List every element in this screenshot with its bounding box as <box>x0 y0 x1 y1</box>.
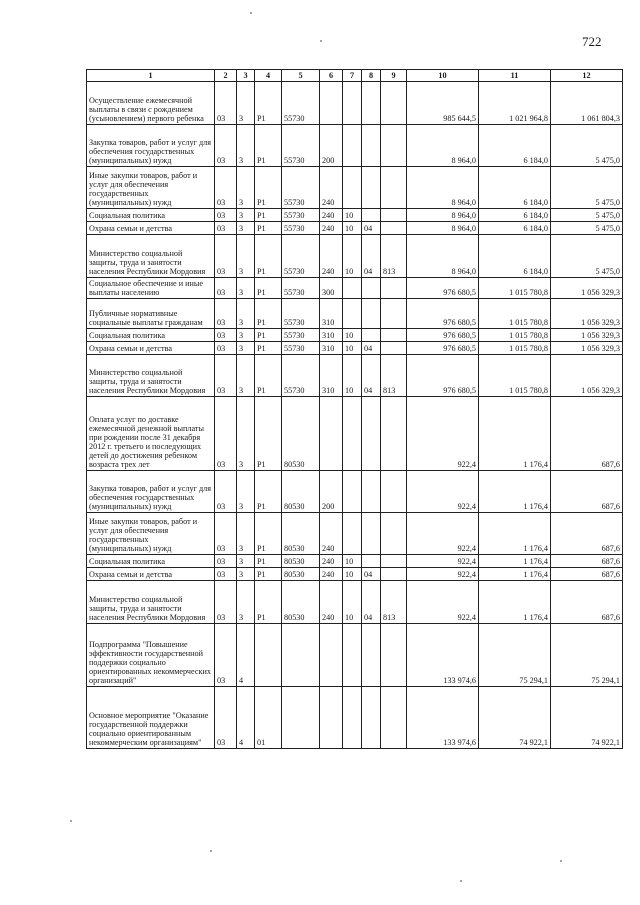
table-cell: 04 <box>362 568 381 581</box>
table-cell: 687,6 <box>551 581 623 624</box>
row-label-cell: Охрана семьи и детства <box>87 342 215 355</box>
table-cell: 74 922,1 <box>479 687 551 749</box>
table-cell: 3 <box>237 125 255 167</box>
table-cell: 3 <box>237 568 255 581</box>
table-cell: 1 176,4 <box>479 555 551 568</box>
table-cell: 03 <box>215 471 237 513</box>
table-cell: 3 <box>237 299 255 329</box>
table-cell <box>381 513 407 555</box>
table-row <box>87 624 623 687</box>
table-cell: 1 176,4 <box>479 471 551 513</box>
budget-table <box>86 69 623 749</box>
col-header: 7 <box>343 70 362 82</box>
table-cell: 55730 <box>282 235 320 278</box>
row-label-cell: Охрана семьи и детства <box>87 568 215 581</box>
row-label-cell: Публичные нормативные социальные выплаты гражданам <box>87 299 215 329</box>
table-cell: 03 <box>215 278 237 299</box>
table-cell: 1 015 780,8 <box>479 355 551 397</box>
table-cell <box>343 82 362 125</box>
table-cell: P1 <box>255 278 282 299</box>
table-row <box>87 329 623 342</box>
table-cell: 55730 <box>282 209 320 222</box>
table-cell: 922,4 <box>407 555 479 568</box>
table-cell: 5 475,0 <box>551 125 623 167</box>
table-cell: P1 <box>255 471 282 513</box>
table-cell <box>320 397 343 471</box>
row-label-cell: Социальная политика <box>87 209 215 222</box>
table-cell <box>362 82 381 125</box>
table-cell <box>381 222 407 235</box>
table-cell: 03 <box>215 329 237 342</box>
table-cell: 03 <box>215 342 237 355</box>
table-cell: 10 <box>343 222 362 235</box>
table-cell: 6 184,0 <box>479 167 551 209</box>
table-cell: 310 <box>320 342 343 355</box>
table-cell: 1 176,4 <box>479 397 551 471</box>
col-header: 2 <box>215 70 237 82</box>
col-header: 11 <box>479 70 551 82</box>
table-cell: 01 <box>255 687 282 749</box>
table-cell <box>282 624 320 687</box>
table-cell: 6 184,0 <box>479 209 551 222</box>
table-cell: 5 475,0 <box>551 235 623 278</box>
table-cell: 985 644,5 <box>407 82 479 125</box>
table-cell <box>343 125 362 167</box>
table-cell <box>255 624 282 687</box>
table-cell: 3 <box>237 278 255 299</box>
table-cell: 55730 <box>282 125 320 167</box>
table-row <box>87 687 623 749</box>
table-cell: 976 680,5 <box>407 299 479 329</box>
table-cell: 04 <box>362 342 381 355</box>
table-cell: 80530 <box>282 397 320 471</box>
table-cell <box>381 82 407 125</box>
table-row <box>87 222 623 235</box>
table-cell: 10 <box>343 355 362 397</box>
table-cell: 03 <box>215 167 237 209</box>
col-header: 4 <box>255 70 282 82</box>
table-cell <box>320 82 343 125</box>
table-row <box>87 471 623 513</box>
table-cell: 240 <box>320 555 343 568</box>
table-cell: P1 <box>255 342 282 355</box>
table-cell <box>343 687 362 749</box>
table-cell: 03 <box>215 624 237 687</box>
row-label-cell: Министерство социальной защиты, труда и занятости населения Республики Мордовия <box>87 355 215 397</box>
table-cell <box>343 167 362 209</box>
table-cell <box>343 278 362 299</box>
table-cell <box>381 397 407 471</box>
table-cell: 10 <box>343 581 362 624</box>
table-body <box>87 82 623 749</box>
table-cell: 4 <box>237 624 255 687</box>
table-cell: 5 475,0 <box>551 209 623 222</box>
table-cell: 240 <box>320 581 343 624</box>
table-cell: 240 <box>320 235 343 278</box>
row-label-cell: Социальное обеспечение и иные выплаты населению <box>87 278 215 299</box>
row-label-cell: Закупка товаров, работ и услуг для обеспечения государственных (муниципальных) нужд <box>87 125 215 167</box>
table-cell <box>381 471 407 513</box>
table-cell: 6 184,0 <box>479 222 551 235</box>
table-cell: 200 <box>320 125 343 167</box>
table-cell: 8 964,0 <box>407 125 479 167</box>
table-cell: 03 <box>215 222 237 235</box>
table-cell: P1 <box>255 222 282 235</box>
table-cell: P1 <box>255 329 282 342</box>
table-cell: 813 <box>381 355 407 397</box>
col-header: 5 <box>282 70 320 82</box>
scan-speck <box>70 820 72 822</box>
scan-speck <box>560 860 562 862</box>
col-header: 3 <box>237 70 255 82</box>
table-cell <box>282 687 320 749</box>
table-cell: 80530 <box>282 568 320 581</box>
table-cell: 55730 <box>282 342 320 355</box>
row-label-cell: Социальная политика <box>87 329 215 342</box>
table-cell: 240 <box>320 222 343 235</box>
table-cell: 240 <box>320 167 343 209</box>
table-cell <box>320 624 343 687</box>
table-cell: 8 964,0 <box>407 209 479 222</box>
table-cell: P1 <box>255 355 282 397</box>
table-cell: 1 015 780,8 <box>479 342 551 355</box>
table-cell: 10 <box>343 235 362 278</box>
table-cell: 80530 <box>282 581 320 624</box>
table-cell: 1 056 329,3 <box>551 299 623 329</box>
table-cell: 1 061 804,3 <box>551 82 623 125</box>
table-cell <box>362 555 381 568</box>
table-cell: 8 964,0 <box>407 222 479 235</box>
table-cell <box>320 687 343 749</box>
table-cell: 75 294,1 <box>479 624 551 687</box>
table-cell: 55730 <box>282 299 320 329</box>
col-header: 10 <box>407 70 479 82</box>
table-cell <box>362 209 381 222</box>
table-cell: 687,6 <box>551 471 623 513</box>
row-label-cell: Подпрограмма "Повышение эффективности государственной поддержки социально ориентированных некоммерческих организаций" <box>87 624 215 687</box>
table-cell: 03 <box>215 235 237 278</box>
table-cell <box>343 513 362 555</box>
table-cell: 55730 <box>282 82 320 125</box>
table-cell: 1 056 329,3 <box>551 355 623 397</box>
table-cell: 04 <box>362 355 381 397</box>
table-cell: 813 <box>381 581 407 624</box>
table-cell: 3 <box>237 513 255 555</box>
table-cell: 200 <box>320 471 343 513</box>
table-cell: P1 <box>255 125 282 167</box>
scan-speck <box>250 12 252 14</box>
table-cell <box>343 397 362 471</box>
table-cell: 10 <box>343 568 362 581</box>
scan-speck <box>210 850 212 852</box>
table-cell <box>362 125 381 167</box>
table-cell: 55730 <box>282 329 320 342</box>
table-cell <box>362 329 381 342</box>
table-cell: 55730 <box>282 222 320 235</box>
table-row <box>87 278 623 299</box>
table-row <box>87 82 623 125</box>
table-row <box>87 397 623 471</box>
table-cell <box>362 624 381 687</box>
row-label-cell: Иные закупки товаров, работ и услуг для обеспечения государственных (муниципальных) нужд <box>87 167 215 209</box>
table-row <box>87 209 623 222</box>
table-cell: 3 <box>237 555 255 568</box>
table-cell: 03 <box>215 513 237 555</box>
row-label-cell: Основное мероприятие "Оказание государственной поддержки социально ориентированным некоммерческим организациям" <box>87 687 215 749</box>
table-cell: 3 <box>237 471 255 513</box>
row-label-cell: Осуществление ежемесячной выплаты в связи с рождением (усыновлением) первого ребенка <box>87 82 215 125</box>
table-cell: P1 <box>255 167 282 209</box>
table-cell: 3 <box>237 82 255 125</box>
table-cell: 03 <box>215 82 237 125</box>
table-cell <box>362 513 381 555</box>
table-cell: 922,4 <box>407 513 479 555</box>
table-cell: 976 680,5 <box>407 329 479 342</box>
table-cell: 133 974,6 <box>407 687 479 749</box>
table-cell <box>381 278 407 299</box>
table-cell: 55730 <box>282 278 320 299</box>
table-cell: 1 056 329,3 <box>551 342 623 355</box>
row-label-cell: Министерство социальной защиты, труда и занятости населения Республики Мордовия <box>87 581 215 624</box>
table-row <box>87 555 623 568</box>
table-cell: 4 <box>237 687 255 749</box>
col-header: 1 <box>87 70 215 82</box>
table-cell: 240 <box>320 209 343 222</box>
table-row <box>87 167 623 209</box>
table-cell: 5 475,0 <box>551 222 623 235</box>
table-cell <box>381 209 407 222</box>
table-cell: 03 <box>215 581 237 624</box>
table-cell: 75 294,1 <box>551 624 623 687</box>
table-cell: 240 <box>320 568 343 581</box>
table-cell: 6 184,0 <box>479 235 551 278</box>
table-cell: 976 680,5 <box>407 355 479 397</box>
table-cell: 03 <box>215 125 237 167</box>
table-cell: P1 <box>255 209 282 222</box>
table-cell: 10 <box>343 329 362 342</box>
table-cell: 3 <box>237 222 255 235</box>
table-cell: 74 922,1 <box>551 687 623 749</box>
table-cell: 03 <box>215 397 237 471</box>
table-cell: 310 <box>320 329 343 342</box>
table-cell: 3 <box>237 329 255 342</box>
table-cell: 3 <box>237 355 255 397</box>
table-cell: 8 964,0 <box>407 167 479 209</box>
table-cell: P1 <box>255 235 282 278</box>
table-cell <box>362 687 381 749</box>
table-cell: 04 <box>362 222 381 235</box>
table-cell: 55730 <box>282 355 320 397</box>
table-row <box>87 581 623 624</box>
page-number: 722 <box>582 34 602 49</box>
table-cell <box>362 397 381 471</box>
table-cell: 1 015 780,8 <box>479 278 551 299</box>
table-cell <box>343 299 362 329</box>
row-label-cell: Охрана семьи и детства <box>87 222 215 235</box>
table-cell: 976 680,5 <box>407 278 479 299</box>
table-cell <box>362 299 381 329</box>
table-cell: 922,4 <box>407 568 479 581</box>
table-row <box>87 299 623 329</box>
table-row <box>87 342 623 355</box>
table-cell: 687,6 <box>551 555 623 568</box>
table-cell: 10 <box>343 209 362 222</box>
table-cell: 55730 <box>282 167 320 209</box>
table-cell: 03 <box>215 299 237 329</box>
table-cell: 1 056 329,3 <box>551 329 623 342</box>
table-cell: 03 <box>215 209 237 222</box>
row-label-cell: Иные закупки товаров, работ и услуг для обеспечения государственных (муниципальных) нужд <box>87 513 215 555</box>
table-cell: 687,6 <box>551 397 623 471</box>
table-cell <box>381 624 407 687</box>
table-cell: 03 <box>215 687 237 749</box>
table-cell: 03 <box>215 568 237 581</box>
table-cell <box>381 568 407 581</box>
table-cell: 10 <box>343 342 362 355</box>
table-cell: P1 <box>255 82 282 125</box>
table-cell: 3 <box>237 209 255 222</box>
table-cell <box>343 624 362 687</box>
table-cell <box>381 167 407 209</box>
table-cell: 687,6 <box>551 513 623 555</box>
table-cell: 3 <box>237 167 255 209</box>
row-label-cell: Оплата услуг по доставке ежемесячной денежной выплаты при рождении после 31 декабря 2012 г. третьего и последующих детей до достижения ребенком возраста трех лет <box>87 397 215 471</box>
table-cell <box>381 342 407 355</box>
table-row <box>87 235 623 278</box>
table-cell: P1 <box>255 299 282 329</box>
table-cell: 8 964,0 <box>407 235 479 278</box>
table-cell <box>343 471 362 513</box>
table-cell: 310 <box>320 299 343 329</box>
table-cell: 687,6 <box>551 568 623 581</box>
table-row <box>87 513 623 555</box>
table-cell: 5 475,0 <box>551 167 623 209</box>
row-label-cell: Социальная политика <box>87 555 215 568</box>
table-cell: 310 <box>320 355 343 397</box>
col-header: 8 <box>362 70 381 82</box>
col-header: 12 <box>551 70 623 82</box>
table-cell <box>381 329 407 342</box>
table-cell: 1 021 964,8 <box>479 82 551 125</box>
table-cell: 80530 <box>282 513 320 555</box>
table-cell: 300 <box>320 278 343 299</box>
table-cell: 6 184,0 <box>479 125 551 167</box>
table-cell: 133 974,6 <box>407 624 479 687</box>
table-cell: 976 680,5 <box>407 342 479 355</box>
row-label-cell: Министерство социальной защиты, труда и занятости населения Республики Мордовия <box>87 235 215 278</box>
table-row <box>87 355 623 397</box>
table-cell <box>362 278 381 299</box>
table-cell: 922,4 <box>407 581 479 624</box>
table-cell <box>381 687 407 749</box>
col-header: 6 <box>320 70 343 82</box>
row-label-cell: Закупка товаров, работ и услуг для обеспечения государственных (муниципальных) нужд <box>87 471 215 513</box>
table-cell: 3 <box>237 397 255 471</box>
table-cell: 10 <box>343 555 362 568</box>
table-cell <box>362 167 381 209</box>
table-cell: 04 <box>362 581 381 624</box>
table-cell: 1 176,4 <box>479 513 551 555</box>
table-cell: P1 <box>255 397 282 471</box>
col-header: 9 <box>381 70 407 82</box>
table-cell: 1 015 780,8 <box>479 329 551 342</box>
table-cell: 3 <box>237 581 255 624</box>
table-cell: P1 <box>255 555 282 568</box>
table-cell: P1 <box>255 581 282 624</box>
table-cell <box>381 125 407 167</box>
header-row <box>87 70 623 82</box>
table-cell: 3 <box>237 342 255 355</box>
table-cell: 03 <box>215 355 237 397</box>
table-cell: 1 176,4 <box>479 581 551 624</box>
scan-speck <box>460 880 462 882</box>
table-cell: P1 <box>255 568 282 581</box>
table-cell: 3 <box>237 235 255 278</box>
table-cell: 922,4 <box>407 397 479 471</box>
table-cell: 1 176,4 <box>479 568 551 581</box>
scan-speck <box>320 40 322 42</box>
table-cell: 03 <box>215 555 237 568</box>
table-cell: 240 <box>320 513 343 555</box>
table-cell <box>362 471 381 513</box>
table-cell: P1 <box>255 513 282 555</box>
table-cell: 1 015 780,8 <box>479 299 551 329</box>
table-cell: 922,4 <box>407 471 479 513</box>
table-row <box>87 125 623 167</box>
table-cell: 04 <box>362 235 381 278</box>
table-cell: 813 <box>381 235 407 278</box>
table-cell <box>381 299 407 329</box>
table-cell: 80530 <box>282 555 320 568</box>
table-row <box>87 568 623 581</box>
table-cell: 1 056 329,3 <box>551 278 623 299</box>
table-cell <box>381 555 407 568</box>
table-cell: 80530 <box>282 471 320 513</box>
